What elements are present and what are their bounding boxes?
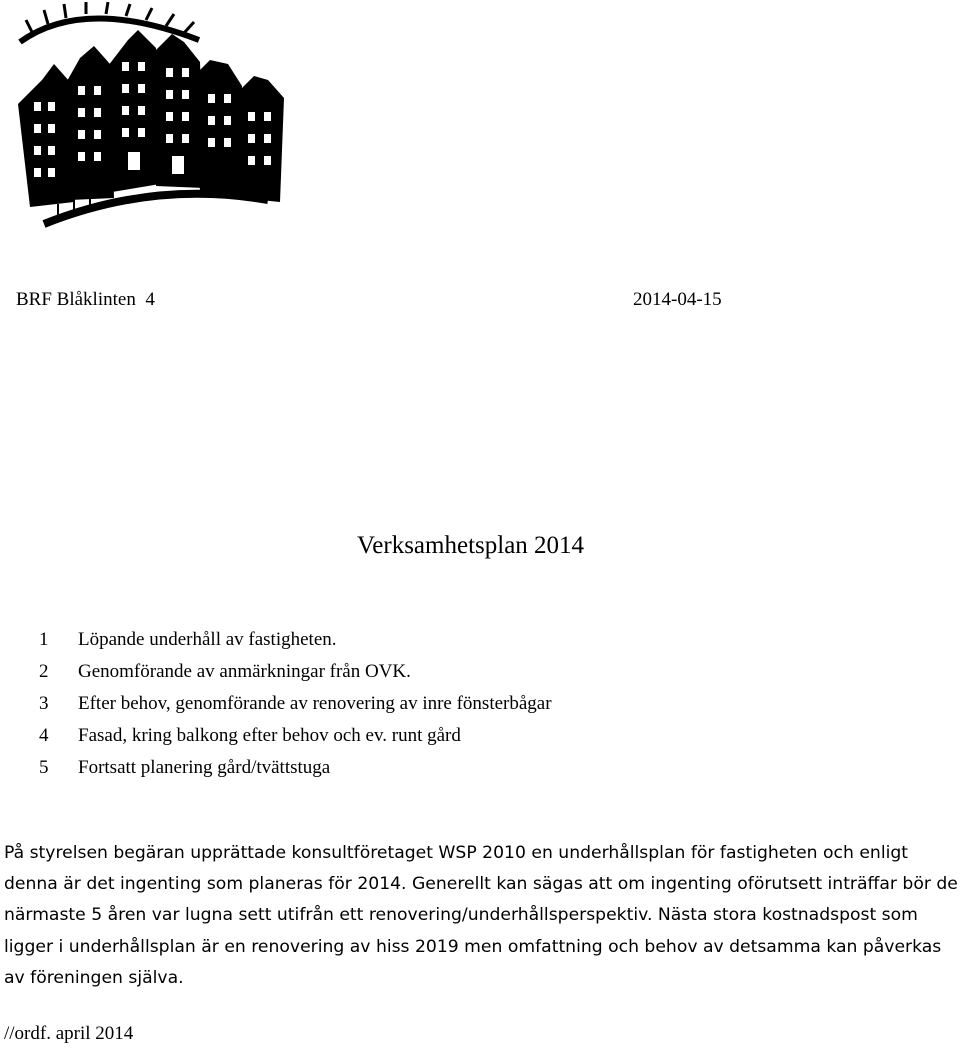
building-row-logo-icon [14, 2, 304, 230]
plan-item-number: 2 [39, 661, 49, 682]
plan-list [39, 624, 552, 784]
plan-item [39, 752, 552, 784]
plan-item-number: 4 [39, 725, 49, 746]
plan-item [39, 688, 552, 720]
document-date: 2014-04-15 [633, 289, 722, 310]
plan-item-number: 5 [39, 757, 49, 778]
plan-item-text: Fortsatt planering gård/tvättstuga [78, 757, 331, 778]
plan-item-text: Fasad, kring balkong efter behov och ev. runt gård [78, 725, 461, 746]
plan-item-number: 3 [39, 693, 49, 714]
plan-item-number: 1 [39, 629, 49, 650]
plan-item-text: Löpande underhåll av fastigheten. [78, 629, 337, 650]
plan-item [39, 656, 552, 688]
plan-item-text: Efter behov, genomförande av renovering av inre fönsterbågar [78, 693, 552, 714]
plan-item [39, 624, 552, 656]
signature: //ordf. april 2014 [4, 1023, 134, 1044]
document-title: Verksamhetsplan 2014 [357, 532, 585, 559]
plan-item [39, 720, 552, 752]
organization-name: BRF Blåklinten 4 [16, 289, 155, 310]
body-paragraph: På styrelsen begäran upprättade konsultföretaget WSP 2010 en underhållsplan för fastigheten och enligt denna är det ingenting som planeras för 2014. Generellt kan sägas att om ingenting oförutsett inträffar bör de närmaste 5 åren var lugna sett utifrån ett renovering/underhållsperspektiv. Nästa stora kostnadspost som ligger i underhållsplan är en renovering av hiss 2019 men omfattning och behov av detsamma kan påverkas av föreningen själva. [4, 843, 958, 988]
plan-item-text: Genomförande av anmärkningar från OVK. [78, 661, 411, 682]
